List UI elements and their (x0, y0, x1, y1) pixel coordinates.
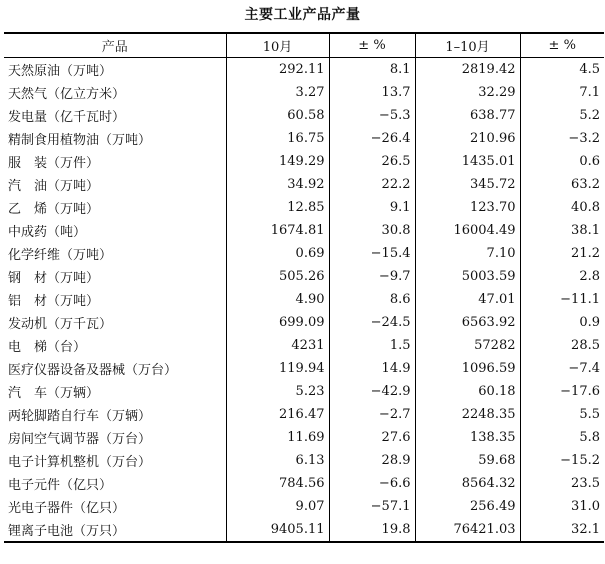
table-row (4, 495, 604, 518)
table-row (4, 311, 604, 334)
jan-oct-value: 76421.03 (415, 518, 520, 542)
product-name: 医疗仪器设备及器械（万台） (8, 363, 178, 378)
product-name: 天然原油（万吨） (8, 64, 113, 79)
jan-oct-change: −15.2 (520, 449, 604, 472)
table-row (4, 58, 604, 82)
product-name: 精制食用植物油（万吨） (8, 133, 152, 148)
jan-oct-value: 210.96 (415, 127, 520, 150)
jan-oct-change: 21.2 (520, 242, 604, 265)
table-row (4, 150, 604, 173)
october-value: 216.47 (226, 403, 329, 426)
jan-oct-value: 345.72 (415, 173, 520, 196)
jan-oct-value: 2248.35 (415, 403, 520, 426)
october-value: 784.56 (226, 472, 329, 495)
product-name: 服 装（万件） (8, 156, 100, 171)
table-row (4, 334, 604, 357)
product-name: 电 梯（台） (8, 340, 87, 355)
october-change: −42.9 (329, 380, 415, 403)
october-value: 0.69 (226, 242, 329, 265)
jan-oct-value: 59.68 (415, 449, 520, 472)
jan-oct-value: 60.18 (415, 380, 520, 403)
jan-oct-change: −11.1 (520, 288, 604, 311)
jan-oct-value: 16004.49 (415, 219, 520, 242)
jan-oct-change: 0.9 (520, 311, 604, 334)
table-row (4, 127, 604, 150)
jan-oct-change: 0.6 (520, 150, 604, 173)
table-row (4, 403, 604, 426)
october-change: −6.6 (329, 472, 415, 495)
october-value: 9.07 (226, 495, 329, 518)
table-row (4, 380, 604, 403)
table-row (4, 288, 604, 311)
october-change: 27.6 (329, 426, 415, 449)
table-row (4, 472, 604, 495)
product-name: 房间空气调节器（万台） (8, 432, 152, 447)
jan-oct-value: 1435.01 (415, 150, 520, 173)
jan-oct-change: 4.5 (520, 58, 604, 82)
october-value: 505.26 (226, 265, 329, 288)
table-row (4, 104, 604, 127)
production-table (4, 32, 604, 543)
jan-oct-value: 1096.59 (415, 357, 520, 380)
table-row (4, 449, 604, 472)
october-value: 12.85 (226, 196, 329, 219)
october-change: 1.5 (329, 334, 415, 357)
jan-oct-value: 8564.32 (415, 472, 520, 495)
product-name: 天然气（亿立方米） (8, 87, 126, 102)
jan-oct-value: 123.70 (415, 196, 520, 219)
jan-oct-value: 638.77 (415, 104, 520, 127)
october-value: 4.90 (226, 288, 329, 311)
october-change: 22.2 (329, 173, 415, 196)
table-row (4, 518, 604, 542)
october-change: 19.8 (329, 518, 415, 542)
october-value: 1674.81 (226, 219, 329, 242)
header-product: 产品 (4, 33, 226, 58)
jan-oct-value: 256.49 (415, 495, 520, 518)
product-name: 铝 材（万吨） (8, 294, 100, 309)
october-change: −2.7 (329, 403, 415, 426)
october-change: −15.4 (329, 242, 415, 265)
october-change: 26.5 (329, 150, 415, 173)
october-change: −26.4 (329, 127, 415, 150)
october-value: 34.92 (226, 173, 329, 196)
product-name: 钢 材（万吨） (8, 271, 100, 286)
october-change: 13.7 (329, 81, 415, 104)
jan-oct-value: 5003.59 (415, 265, 520, 288)
october-change: 8.6 (329, 288, 415, 311)
table-row (4, 173, 604, 196)
product-name: 汽 油（万吨） (8, 179, 100, 194)
jan-oct-value: 2819.42 (415, 58, 520, 82)
jan-oct-value: 7.10 (415, 242, 520, 265)
october-change: 30.8 (329, 219, 415, 242)
product-name: 锂离子电池（万只） (4, 518, 226, 542)
jan-oct-change: 28.5 (520, 334, 604, 357)
product-name: 发动机（万千瓦） (8, 317, 113, 332)
jan-oct-change: 23.5 (520, 472, 604, 495)
october-value: 4231 (226, 334, 329, 357)
october-value: 9405.11 (226, 518, 329, 542)
october-change: −57.1 (329, 495, 415, 518)
jan-oct-value: 57282 (415, 334, 520, 357)
jan-oct-value: 138.35 (415, 426, 520, 449)
october-change: 8.1 (329, 58, 415, 82)
october-change: 9.1 (329, 196, 415, 219)
header-row (4, 33, 604, 58)
jan-oct-change: −3.2 (520, 127, 604, 150)
october-value: 3.27 (226, 81, 329, 104)
table-row (4, 265, 604, 288)
header-jan-oct: 1–10月 (415, 33, 520, 58)
jan-oct-value: 6563.92 (415, 311, 520, 334)
table-row (4, 81, 604, 104)
october-value: 699.09 (226, 311, 329, 334)
product-name: 两轮脚踏自行车（万辆） (8, 409, 152, 424)
october-value: 60.58 (226, 104, 329, 127)
product-name: 乙 烯（万吨） (8, 202, 100, 217)
jan-oct-value: 47.01 (415, 288, 520, 311)
october-change: −24.5 (329, 311, 415, 334)
jan-oct-change: 32.1 (520, 518, 604, 542)
product-name: 汽 车（万辆） (8, 386, 100, 401)
october-value: 5.23 (226, 380, 329, 403)
header-jan-oct-change: ± % (520, 33, 604, 58)
jan-oct-change: 31.0 (520, 495, 604, 518)
product-name: 光电子器件（亿只） (8, 501, 126, 516)
jan-oct-change: 63.2 (520, 173, 604, 196)
october-value: 292.11 (226, 58, 329, 82)
table-title: 主要工业产品产量 (244, 7, 361, 23)
product-name: 发电量（亿千瓦时） (8, 110, 126, 125)
table-row (4, 196, 604, 219)
october-change: −9.7 (329, 265, 415, 288)
october-value: 16.75 (226, 127, 329, 150)
october-value: 119.94 (226, 357, 329, 380)
table-row (4, 242, 604, 265)
october-value: 11.69 (226, 426, 329, 449)
table-row (4, 426, 604, 449)
jan-oct-change: 5.8 (520, 426, 604, 449)
october-change: 28.9 (329, 449, 415, 472)
product-name: 电子元件（亿只） (8, 478, 113, 493)
jan-oct-value: 32.29 (415, 81, 520, 104)
product-name: 化学纤维（万吨） (8, 248, 113, 263)
product-name: 中成药（吨） (8, 225, 87, 240)
jan-oct-change: −7.4 (520, 357, 604, 380)
october-change: −5.3 (329, 104, 415, 127)
october-value: 6.13 (226, 449, 329, 472)
jan-oct-change: 5.2 (520, 104, 604, 127)
header-october-change: ± % (329, 33, 415, 58)
table-row (4, 219, 604, 242)
table-row (4, 357, 604, 380)
product-name: 电子计算机整机（万台） (8, 455, 152, 470)
october-value: 149.29 (226, 150, 329, 173)
jan-oct-change: 40.8 (520, 196, 604, 219)
jan-oct-change: 5.5 (520, 403, 604, 426)
jan-oct-change: 38.1 (520, 219, 604, 242)
jan-oct-change: 7.1 (520, 81, 604, 104)
october-change: 14.9 (329, 357, 415, 380)
table-header (4, 33, 604, 58)
jan-oct-change: −17.6 (520, 380, 604, 403)
header-october: 10月 (226, 33, 329, 58)
table-body (4, 58, 604, 543)
jan-oct-change: 2.8 (520, 265, 604, 288)
